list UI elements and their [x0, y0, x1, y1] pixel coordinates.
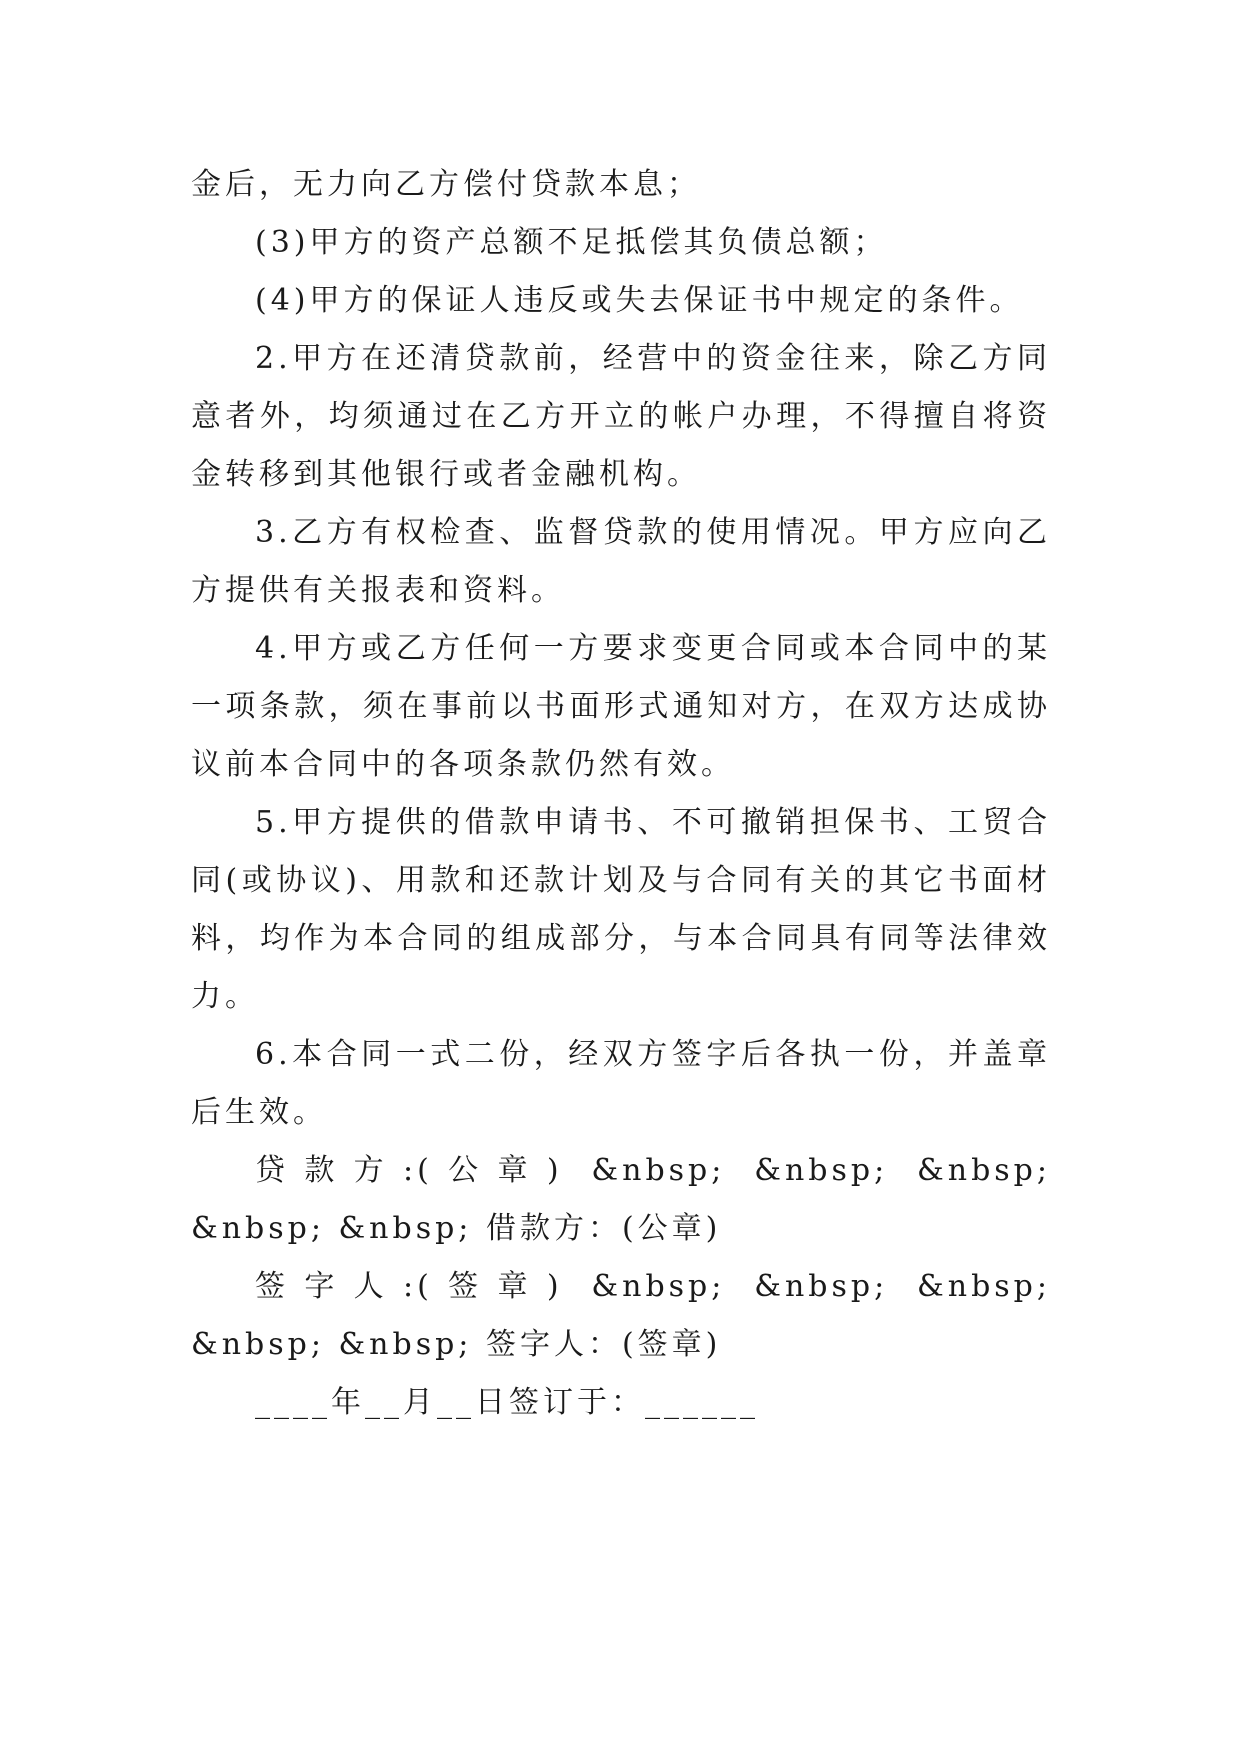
paragraph-clause-4: (4)甲方的保证人违反或失去保证书中规定的条件。 [255, 283, 1024, 318]
paragraph-item-5: 5.甲方提供的借款申请书、不可撤销担保书、工贸合同(或协议)、用款和还款计划及与合同有关的其它书面材料，均作为本合同的组成部分，与本合同具有同等法律效力。 [191, 805, 1051, 1014]
contract-body [191, 156, 1051, 1432]
paragraph-continuation: 金后，无力向乙方偿付贷款本息； [191, 167, 701, 202]
paragraph-item-3: 3.乙方有权检查、监督贷款的使用情况。甲方应向乙方提供有关报表和资料。 [191, 515, 1051, 608]
signing-date-line: ____年__月__日签订于：______ [255, 1385, 759, 1420]
paragraph-item-2: 2.甲方在还清贷款前，经营中的资金往来，除乙方同意者外，均须通过在乙方开立的帐户办理，不得擅自将资金转移到其他银行或者金融机构。 [191, 341, 1051, 492]
paragraph-clause-3: (3)甲方的资产总额不足抵偿其负债总额； [255, 225, 888, 260]
paragraph-item-4: 4.甲方或乙方任何一方要求变更合同或本合同中的某一项条款，须在事前以书面形式通知对方，在双方达成协议前本合同中的各项条款仍然有效。 [191, 631, 1051, 782]
signatory-line: 签字人:(签章) &nbsp; &nbsp; &nbsp; &nbsp; &nbsp; 签字人：(签章) [191, 1269, 1051, 1362]
lender-borrower-seal-line: 贷款方:(公章) &nbsp; &nbsp; &nbsp; &nbsp; &nbsp; 借款方：(公章) [191, 1153, 1051, 1246]
paragraph-item-6: 6.本合同一式二份，经双方签字后各执一份，并盖章后生效。 [191, 1037, 1051, 1130]
